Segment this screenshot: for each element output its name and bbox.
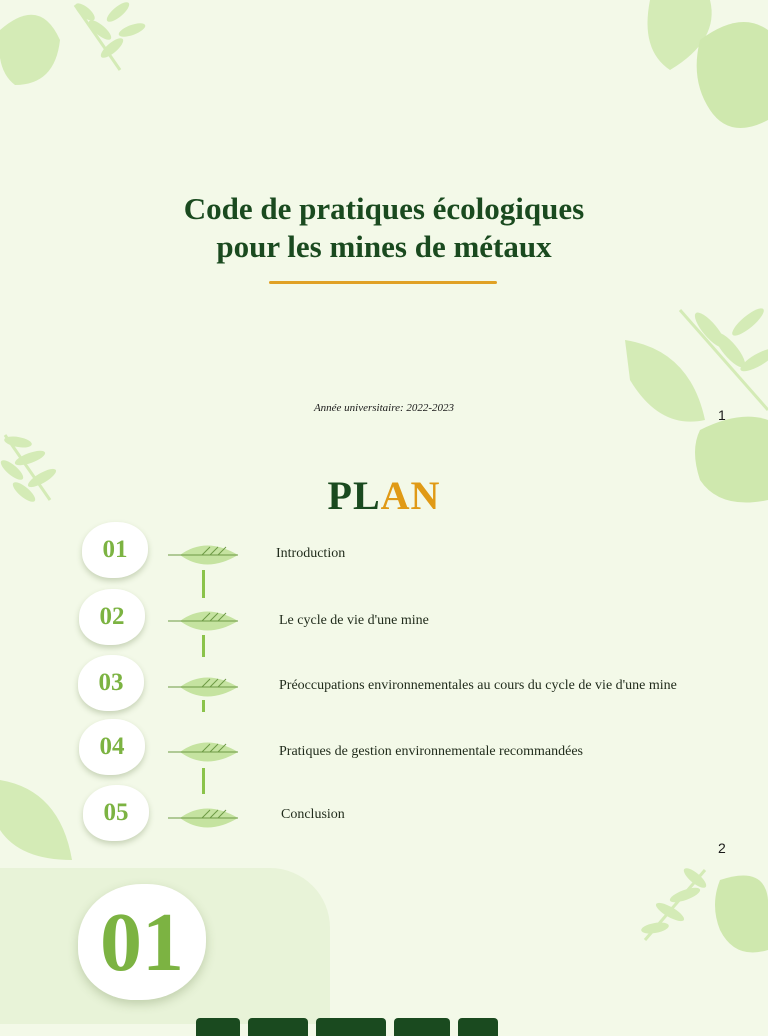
leaf-bullet-icon: [168, 801, 240, 835]
plan-item-label: Préoccupations environnementales au cours du cycle de vie d'une mine: [279, 678, 677, 693]
leaf-bullet-icon: [168, 670, 240, 704]
plan-heading-part-2: AN: [380, 473, 441, 518]
leaf-bullet-icon: [168, 538, 240, 572]
page-number-2: 2: [718, 840, 726, 856]
plan-item-number: 04: [99, 733, 125, 760]
page-number-1: 1: [718, 407, 726, 423]
timeline-connector: [202, 768, 205, 794]
title-line-2: pour les mines de métaux: [216, 229, 552, 264]
section-number: 01: [100, 895, 184, 989]
leaf-decoration-right-bottom-icon: [635, 860, 768, 960]
section-number-badge: [78, 884, 206, 1000]
plan-heading-part-1: PL: [327, 473, 381, 518]
plan-item-label: Le cycle de vie d'une mine: [279, 613, 429, 628]
plan-item-number-badge: [82, 522, 148, 578]
plan-item-number: 02: [99, 603, 125, 630]
plan-item-number-badge: [79, 719, 145, 775]
timeline-connector: [202, 570, 205, 598]
leaf-bullet-icon: [168, 735, 240, 769]
plan-item-label: Conclusion: [281, 807, 345, 822]
presentation-title: [0, 190, 768, 266]
plan-item-number: 01: [102, 536, 128, 563]
plan-item-number-badge: [79, 589, 145, 645]
plan-item-number-badge: [83, 785, 149, 841]
leaf-decoration-left-bottom-icon: [0, 770, 80, 870]
title-underline-divider: [269, 281, 497, 284]
academic-year-subtitle: Année universitaire: 2022-2023: [313, 402, 455, 414]
leaf-decoration-top-right-icon: [630, 0, 768, 140]
leaf-decoration-top-left-icon: [0, 0, 150, 95]
leaf-bullet-icon: [168, 604, 240, 638]
plan-item-label: Pratiques de gestion environnementale recommandées: [279, 744, 584, 759]
plan-item-number-badge: [78, 655, 144, 711]
plan-item-number: 05: [103, 799, 129, 826]
section-title-cropped: [196, 1006, 516, 1036]
title-line-1: Code de pratiques écologiques: [183, 191, 585, 226]
plan-item-label: Introduction: [276, 546, 346, 561]
timeline-connector: [202, 635, 205, 657]
plan-item-number: 03: [98, 669, 124, 696]
plan-heading: [0, 472, 768, 519]
